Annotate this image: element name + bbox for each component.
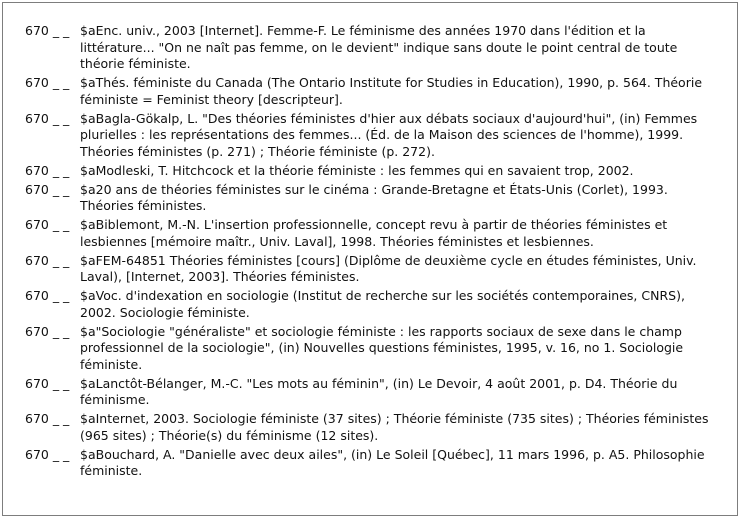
source-field-list	[3, 23, 738, 482]
source-field-row	[3, 217, 738, 250]
field-content: $aModleski, T. Hitchcock et la théorie féministe : les femmes qui en savaient trop, 2002.	[80, 162, 634, 178]
field-tag: 670 _ _	[25, 375, 70, 391]
source-field-row	[3, 447, 738, 480]
source-field-row	[3, 324, 738, 374]
source-field-row	[3, 75, 738, 108]
field-content: $aBouchard, A. "Danielle avec deux ailes", (in) Le Soleil [Québec], 11 mars 1996, p. A5. Philosophie féministe.	[80, 446, 705, 478]
field-content: $aBiblemont, M.-N. L'insertion professionnelle, concept revu à partir de théories féministes et lesbiennes [mémoire maîtr., Univ. Laval], 1998. Théories féministes et lesbiennes.	[80, 217, 668, 249]
field-tag: 670 _ _	[25, 252, 70, 268]
field-content: $aVoc. d'indexation en sociologie (Institut de recherche sur les sociétés contemporaines, CNRS), 2002. Sociologie féministe.	[80, 288, 685, 320]
field-tag: 670 _ _	[25, 323, 70, 339]
source-field-row	[3, 182, 738, 215]
record-panel	[2, 2, 738, 516]
source-field-row	[3, 411, 738, 444]
field-content: $aFEM-64851 Théories féministes [cours] (Diplôme de deuxième cycle en études féministes, Univ. Laval), [Internet, 2003]. Théories féministes.	[80, 252, 697, 284]
field-tag: 670 _ _	[25, 23, 70, 38]
field-tag: 670 _ _	[25, 162, 70, 178]
field-content: $a"Sociologie "généraliste" et sociologie féministe : les rapports sociaux de sexe dans le champ professionnel de la sociologie", (in) Nouvelles questions féministes, 1995, v. 16, no 1. Sociologie féministe.	[80, 323, 684, 372]
field-content: $aLanctôt-Bélanger, M.-C. "Les mots au féminin", (in) Le Devoir, 4 août 2001, p. D4. Théorie du féminisme.	[80, 375, 678, 407]
field-content: $aInternet, 2003. Sociologie féministe (37 sites) ; Théorie féministe (735 sites) ; Théories féministes (965 sites) ; Théorie(s) du féminisme (12 sites).	[80, 411, 709, 443]
field-tag: 670 _ _	[25, 110, 70, 126]
source-field-row	[3, 288, 738, 321]
source-field-row	[3, 253, 738, 286]
source-field-row	[3, 376, 738, 409]
field-tag: 670 _ _	[25, 288, 70, 303]
field-content: $aBagla-Gökalp, L. "Des théories féministes d'hier aux débats sociaux d'aujourd'hui", (in) Femmes plurielles : les représentations des femmes... (Éd. de la Maison des sciences de l'homme), 1999. Théories féministes (p. 271) ; Théorie féministe (p. 272).	[80, 110, 698, 159]
field-tag: 670 _ _	[25, 411, 70, 426]
field-content: $aThés. féministe du Canada (The Ontario Institute for Studies in Education), 1990, p. 564. Théorie féministe = Feminist theory [descripteur].	[80, 75, 703, 107]
source-field-row	[3, 163, 738, 180]
source-field-row	[3, 23, 738, 73]
field-tag: 670 _ _	[25, 181, 70, 197]
field-tag: 670 _ _	[25, 217, 70, 232]
field-tag: 670 _ _	[25, 75, 70, 90]
source-field-row	[3, 111, 738, 161]
field-content: $aEnc. univ., 2003 [Internet]. Femme-F. Le féminisme des années 1970 dans l'édition et la littérature... "On ne naît pas femme, on le devient" indique sans doute le point central de toute théorie féministe.	[80, 23, 678, 71]
field-tag: 670 _ _	[25, 446, 70, 462]
field-content: $a20 ans de théories féministes sur le cinéma : Grande-Bretagne et États-Unis (Corlet), 1993. Théories féministes.	[80, 181, 668, 213]
